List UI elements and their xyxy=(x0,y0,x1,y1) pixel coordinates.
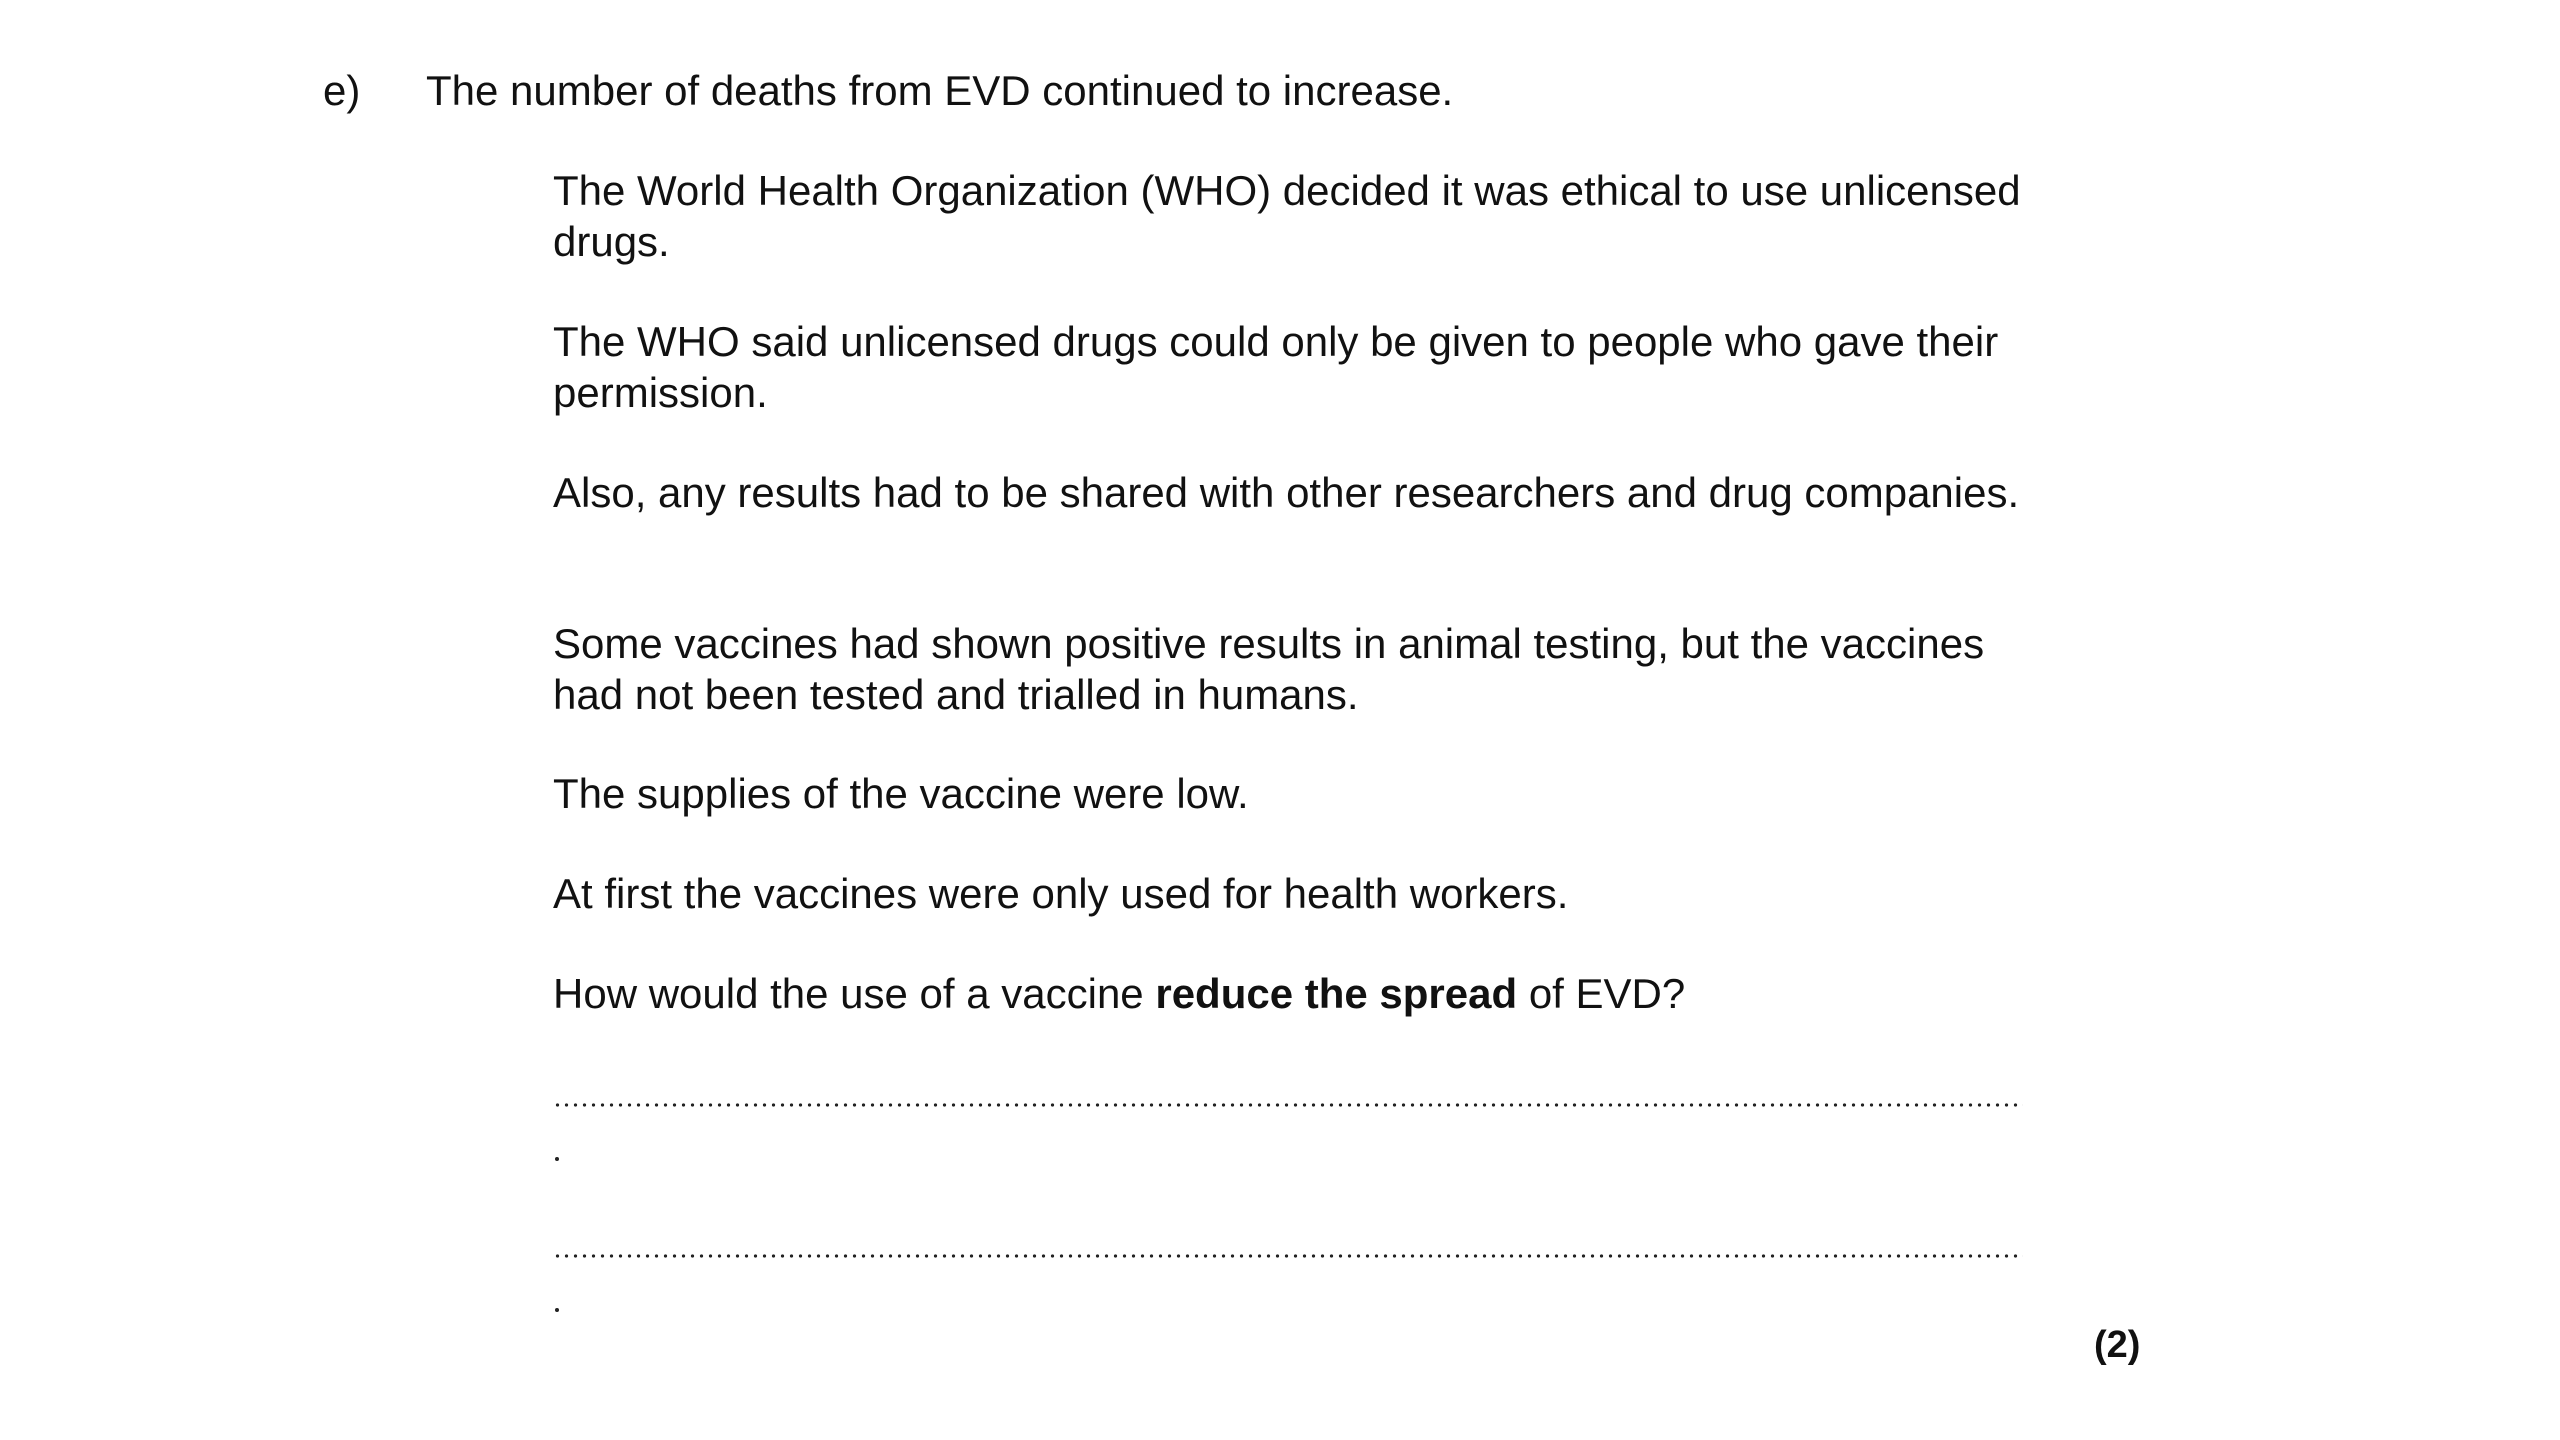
context-paragraph: Also, any results had to be shared with other researchers and drug companies. xyxy=(553,469,2020,516)
marks-label: (2) xyxy=(2094,1324,2141,1366)
question-intro: The number of deaths from EVD continued to increase. xyxy=(426,67,1454,114)
prompt-emphasis: reduce the spread xyxy=(1155,970,1518,1017)
prompt-text-before: How would the use of a vaccine xyxy=(553,970,1156,1017)
answer-line-end-dot xyxy=(555,1308,559,1312)
context-paragraph: At first the vaccines were only used for health workers. xyxy=(553,870,1569,917)
context-paragraph: The World Health Organization (WHO) decided it was ethical to use unlicensed drugs. xyxy=(553,167,2021,265)
question-prompt xyxy=(553,968,2053,1019)
answer-line[interactable] xyxy=(553,1103,2023,1107)
answer-line-end-dot xyxy=(555,1157,559,1161)
answer-line[interactable] xyxy=(553,1254,2023,1258)
context-paragraph: The WHO said unlicensed drugs could only be given to people who gave their permission. xyxy=(553,318,1999,416)
context-paragraph: Some vaccines had shown positive results in animal testing, but the vaccines had not been tested and trialled in humans. xyxy=(553,620,1985,718)
question-label: e) xyxy=(323,67,361,114)
context-paragraph: The supplies of the vaccine were low. xyxy=(553,770,1249,817)
prompt-text-after: of EVD? xyxy=(1517,970,1686,1017)
